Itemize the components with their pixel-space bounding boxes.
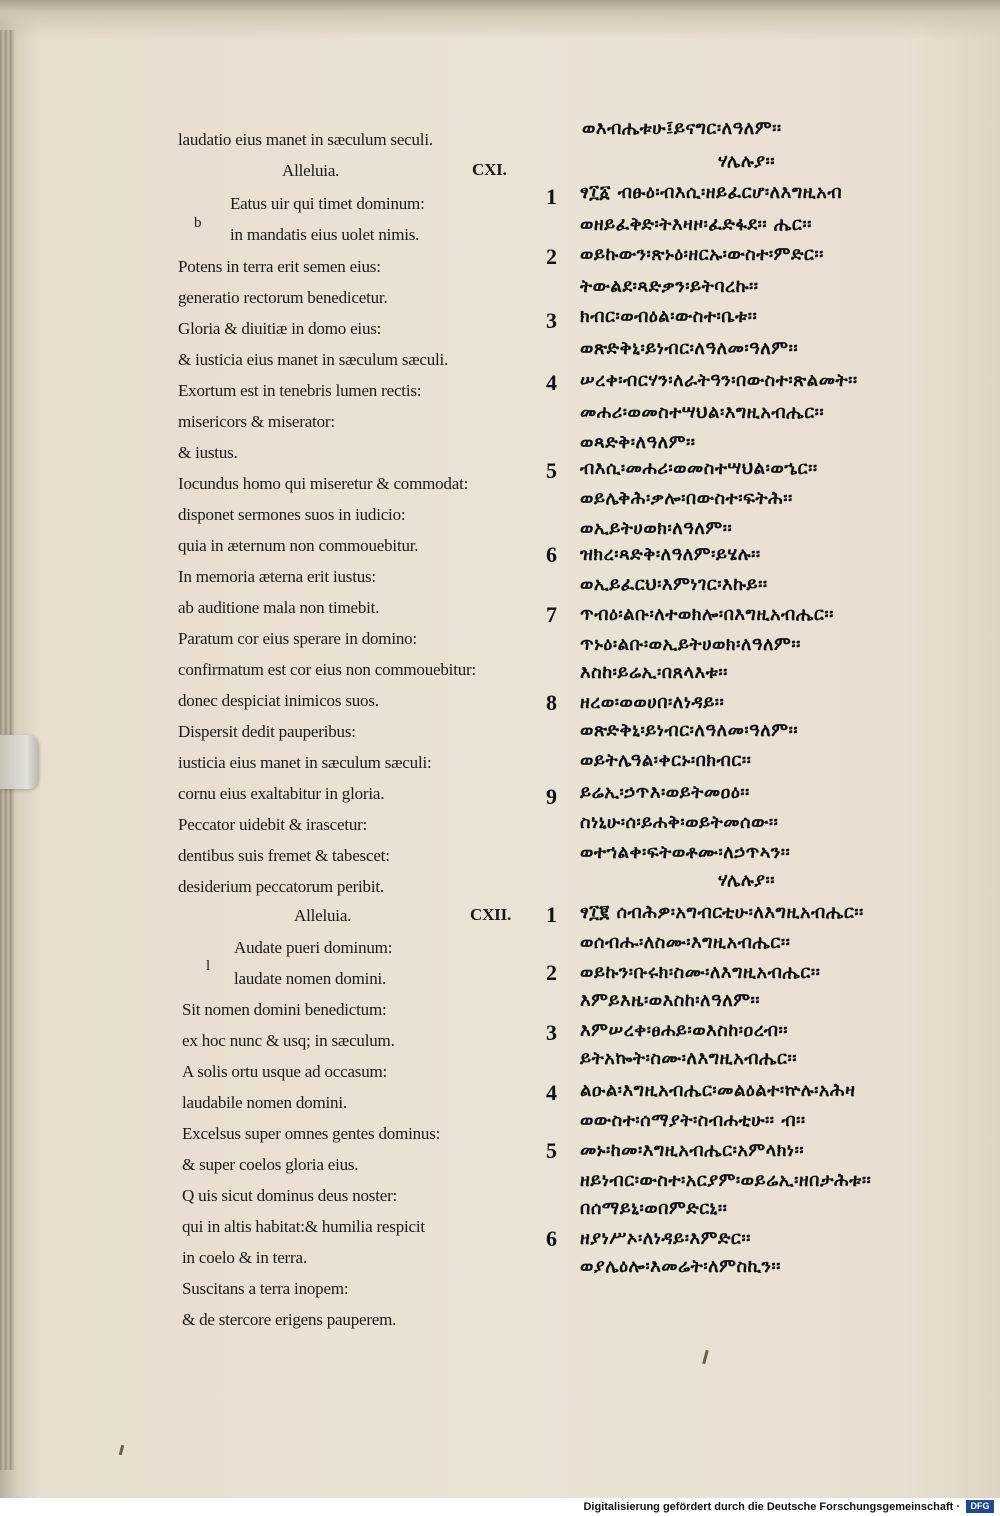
latin-line: Eatus uir qui timet dominum: (230, 194, 425, 213)
latin-line: Gloria & diuitiæ in domo eius: (178, 319, 382, 338)
latin-line: In memoria æterna erit iustus: (178, 567, 376, 586)
latin-line: Sit nomen domini benedictum: (182, 1000, 387, 1019)
verse-number: 4 (546, 1080, 558, 1105)
ethiopic-line: ወጽድቅኒ፡ይነብር፡ለዓለመ፡ዓለም፡፡ (580, 338, 799, 359)
verse-number: 4 (546, 370, 558, 395)
ethiopic-line: ብእሲ፡መሐሪ፡ወመስተሣህል፡ወኄር፡፡ (580, 458, 818, 479)
verse-number: 3 (546, 1020, 558, 1045)
latin-line: in coelo & in terra. (182, 1248, 307, 1267)
verse-number: 9 (546, 784, 558, 809)
latin-line: generatio rectorum benedicetur. (178, 288, 388, 307)
ethiopic-line: ወይኩውን፡ጽኑዕ፡ዘርኡ፡ውስተ፡ምድር፡፡ (580, 244, 824, 265)
latin-line: Peccator uidebit & irascetur: (178, 815, 368, 834)
latin-line: A solis ortu usque ad occasum: (182, 1062, 388, 1081)
latin-line: Q uis sicut dominus deus noster: (182, 1186, 398, 1205)
ethiopic-line: ወውስተ፡ሰማያት፡ስብሐቲሁ፡፡ ብ፡፡ (580, 1110, 806, 1131)
ethiopic-line: ፃ፲፪ ሰብሕዎ፡አግብርቲሁ፡ለእግዚአብሔር፡፡ (580, 902, 864, 923)
ethiopic-line: ወያሌዕሎ፡እመሬት፡ለምስኪን፡፡ (580, 1256, 781, 1277)
ethiopic-line: ይሬኢ፡ኃጥእ፡ወይትመዐዕ፡፡ (580, 782, 750, 803)
latin-line: Potens in terra erit semen eius: (178, 257, 381, 276)
ethiopic-line: ወጻድቅ፡ለዓለም፡፡ (580, 432, 696, 453)
ethiopic-line: መኑ፡ከመ፡እግዚአብሔር፡አምላክነ፡፡ (580, 1140, 805, 1161)
verse-number: 1 (546, 902, 558, 927)
ethiopic-line: ልዑል፡እግዚአብሔር፡መልዕልተ፡ኵሉ፡አሕዛ (580, 1080, 856, 1101)
latin-line: iusticia eius manet in sæculum sæculi: (178, 753, 432, 772)
ethiopic-line: ወይትሌዓል፡ቀርኑ፡በክብር፡፡ (580, 750, 752, 771)
latin-line: disponet sermones suos in iudicio: (178, 505, 406, 524)
verse-number: 2 (546, 244, 558, 269)
verse-number: 7 (546, 602, 558, 627)
drop-cap: l (206, 958, 210, 974)
verse-number: 1 (546, 184, 558, 209)
ethiopic-line: ፃ፲፩ ብፁዕ፡ብእሲ፡ዘይፈርሆ፡ለእግዚአብ (580, 182, 843, 203)
verse-number: 8 (546, 690, 558, 715)
footer-bar (0, 1498, 1000, 1516)
latin-line: dentibus suis fremet & tabescet: (178, 846, 390, 865)
dfg-logo: DFG (966, 1500, 994, 1513)
verse-number: 5 (546, 1138, 558, 1163)
ethiopic-heading: ሃሌሉያ፡፡ (718, 151, 776, 172)
ethiopic-line: በሰማይኒ፡ወበምድርኒ፡፡ (580, 1198, 728, 1219)
latin-line: qui in altis habitat:& humilia respicit (182, 1217, 425, 1236)
latin-line: Exortum est in tenebris lumen rectis: (178, 381, 422, 400)
ethiopic-line: ዘይነብር፡ውስተ፡አርያም፡ወይሬኢ፡ዘበታሕቱ፡፡ (580, 1170, 872, 1191)
latin-line: Iocundus homo qui miseretur & commodat: (178, 474, 469, 493)
ethiopic-line: ስነኒሁ፡ሰ፡ይሐቅ፡ወይትመሰው፡፡ (580, 812, 779, 833)
ethiopic-line: ወእብሔቱሁ፤ይናግር፡ለዓለም፡፡ (582, 118, 782, 139)
latin-line: Suscitans a terra inopem: (182, 1279, 349, 1298)
ethiopic-line: ጥብዕ፡ልቡ፡ለተወክሎ፡በእግዚአብሔር፡፡ (580, 604, 834, 625)
ethiopic-line: እስከ፡ይሬኢ፡በጸላእቱ፡፡ (580, 662, 728, 683)
verse-number: 6 (546, 542, 558, 567)
alleluia-heading: Alleluia. (294, 906, 352, 925)
funding-notice: Digitalisierung gefördert durch die Deutsche Forschungsgemeinschaft · (583, 1501, 960, 1513)
ethiopic-heading: ሃሌሉያ፡፡ (718, 870, 776, 891)
ethiopic-line: ዝክረ፡ጻድቅ፡ለዓለም፡ይሄሉ፡፡ (580, 544, 761, 565)
latin-line: in mandatis eius uolet nimis. (230, 225, 420, 244)
ethiopic-line: ዘረወ፡ወወሀበ፡ለነዳይ፡፡ (580, 692, 725, 713)
latin-line: Paratum cor eius sperare in domino: (178, 629, 417, 648)
latin-line: confirmatum est cor eius non commouebitur: (178, 660, 476, 679)
page-top-shadow (0, 0, 1000, 40)
latin-line: Dispersit dedit pauperibus: (178, 722, 356, 741)
latin-line: cornu eius exaltabitur in gloria. (178, 784, 385, 803)
latin-line: quia in æternum non commouebitur. (178, 536, 419, 555)
latin-line: & iustus. (178, 443, 238, 462)
psalm-number: CXI. (472, 160, 507, 179)
ethiopic-line: ወተኀልቀ፡ፍትወቶሙ፡ለኃጥኣን፡፡ (580, 842, 791, 863)
ethiopic-line: ወይኩን፡ቡሩክ፡ስሙ፡ለእግዚአብሔር፡፡ (580, 962, 821, 983)
ethiopic-line: ዘያነሥኦ፡ለነዳይ፡እምድር፡፡ (580, 1228, 751, 1249)
latin-line: & iusticia eius manet in sæculum sæculi. (178, 350, 449, 369)
latin-line: Audate pueri dominum: (234, 938, 393, 957)
latin-line: desiderium peccatorum peribit. (178, 877, 384, 896)
drop-cap: b (194, 215, 202, 231)
verse-number: 5 (546, 458, 558, 483)
ethiopic-line: ክብር፡ወብዕል፡ውስተ፡ቤቱ፡፡ (580, 306, 758, 327)
latin-line: & de stercore erigens pauperem. (182, 1310, 397, 1329)
verse-number: 6 (546, 1226, 558, 1251)
ethiopic-line: ወዘይፈቅድ፡ትእዛዞ፡ፈድፋደ፡፡ ሔር፡፡ (580, 214, 812, 235)
latin-line: donec despiciat inimicos suos. (178, 691, 379, 710)
ethiopic-line: መሐሪ፡ወመስተሣህል፡እግዚአብሔር፡፡ (580, 402, 825, 423)
latin-line: laudate nomen domini. (234, 969, 387, 988)
ethiopic-line: ወኢይትሀወክ፡ለዓለም፡፡ (580, 518, 733, 539)
ethiopic-line: እምይእዜ፡ወእስከ፡ለዓለም፡፡ (580, 990, 761, 1011)
ethiopic-line: ትውልደ፡ጻድቃን፡ይትባረኩ፡፡ (580, 276, 759, 297)
latin-line: misericors & miserator: (178, 412, 335, 431)
alleluia-heading: Alleluia. (282, 161, 340, 180)
latin-line: laudatio eius manet in sæculum seculi. (178, 130, 433, 149)
ethiopic-line: ወይሌቅሕ፡ቃሎ፡በውስተ፡ፍትሕ፡፡ (580, 488, 793, 509)
ethiopic-line: ወሰብሑ፡ለስሙ፡እግዚአብሔር፡፡ (580, 932, 791, 953)
verse-number: 3 (546, 308, 558, 333)
psalm-number: CXII. (470, 905, 512, 924)
ethiopic-line: እምሠረቀ፡ፀሐይ፡ወእስከ፡ዐረብ፡፡ (580, 1020, 789, 1041)
ethiopic-line: ሠረቀ፡ብርሃን፡ለራትዓን፡በውስተ፡ጽልመት፡፡ (580, 370, 858, 391)
ethiopic-line: ጥኑዕ፡ልቡ፡ወኢይትሀወክ፡ለዓለም፡፡ (580, 634, 801, 655)
verse-number: 2 (546, 960, 558, 985)
ethiopic-line: ወኢይፈርህ፡እምነገር፡እኩይ፡፡ (580, 574, 768, 595)
latin-line: ab auditione mala non timebit. (178, 598, 380, 617)
ethiopic-line: ወጽድቅኒ፡ይነብር፡ለዓለመ፡ዓለም፡፡ (580, 720, 799, 741)
latin-line: ex hoc nunc & usq; in sæculum. (182, 1031, 395, 1050)
latin-line: Excelsus super omnes gentes dominus: (182, 1124, 441, 1143)
page-tab-marker (0, 735, 38, 789)
latin-line: laudabile nomen domini. (182, 1093, 347, 1112)
ethiopic-line: ይትአኰት፡ስሙ፡ለእግዚአብሔር፡፡ (580, 1048, 798, 1069)
latin-line: & super coelos gloria eius. (182, 1155, 359, 1174)
